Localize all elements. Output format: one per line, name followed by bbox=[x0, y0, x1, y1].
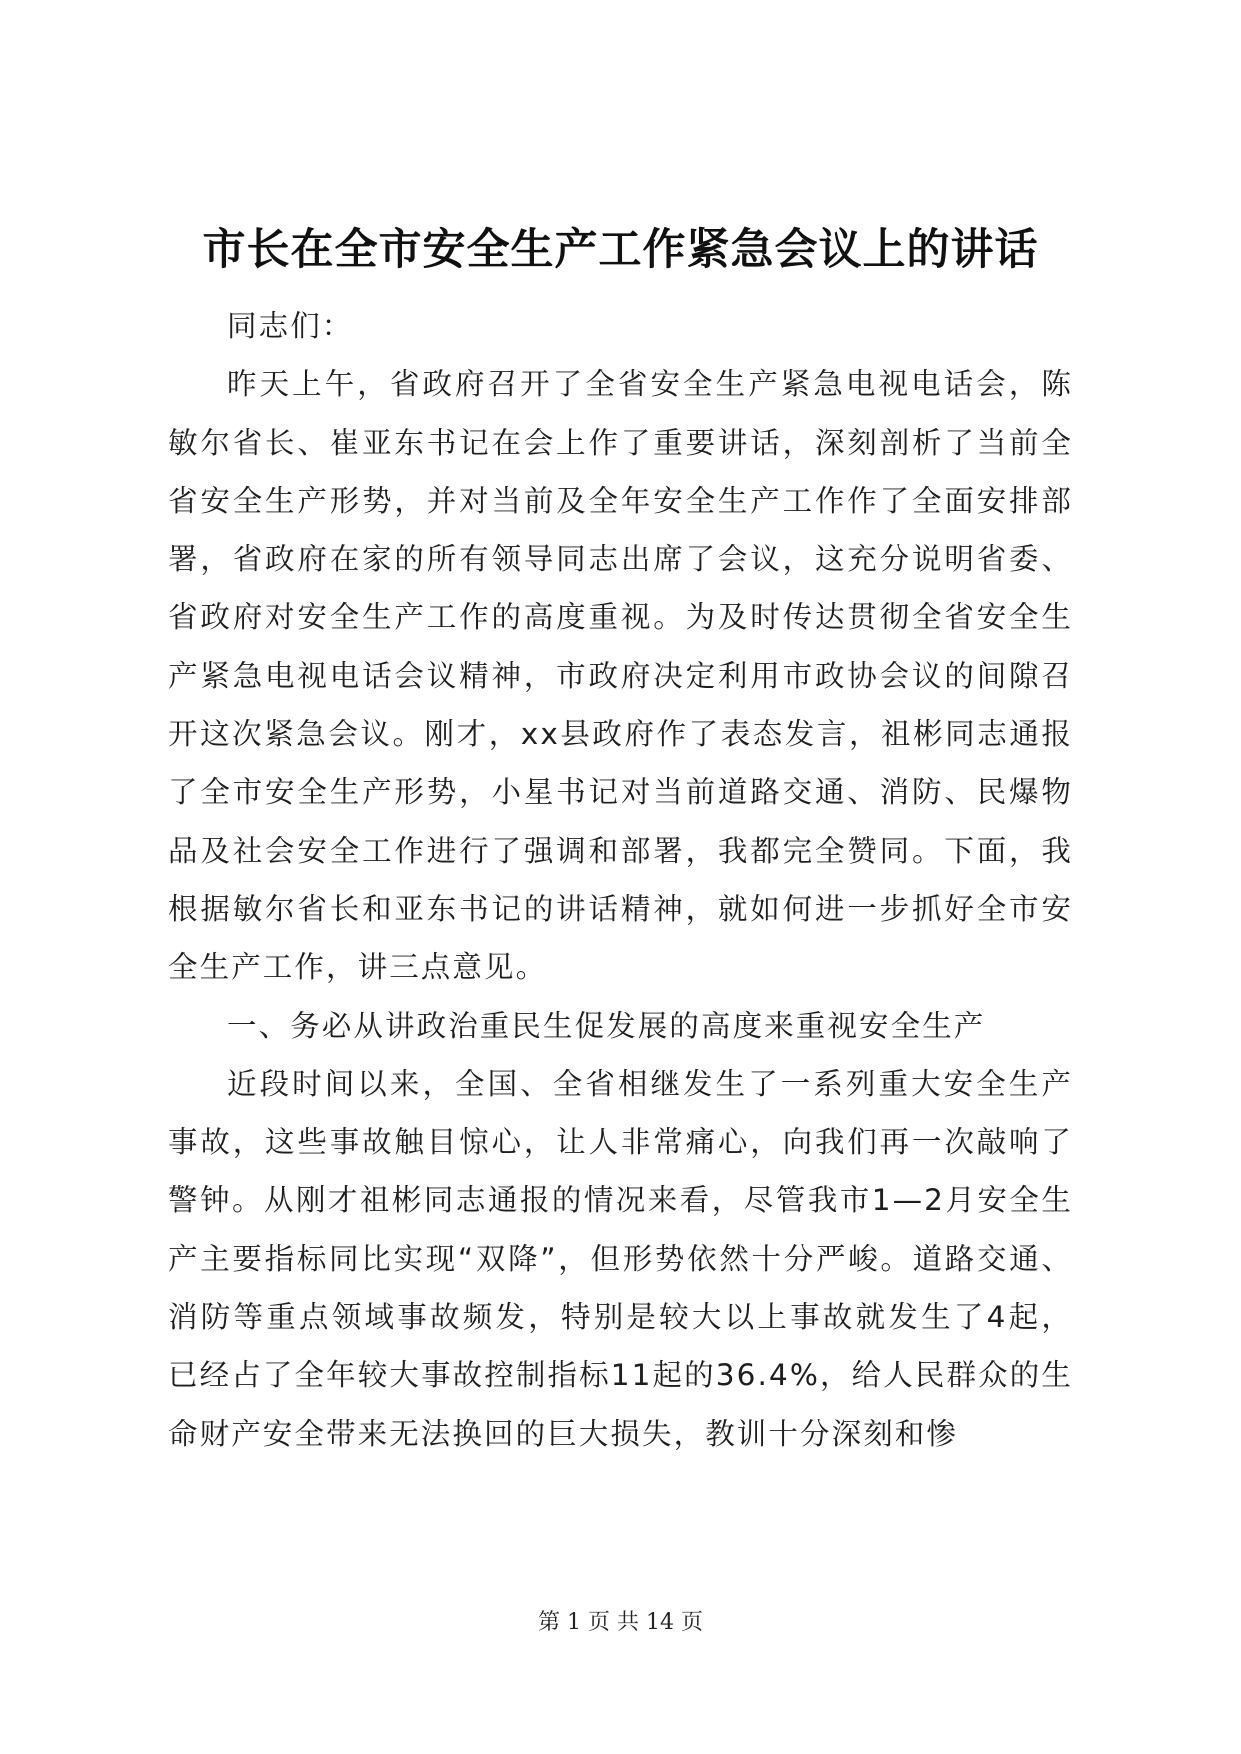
page-number-footer: 第 1 页 共 14 页 bbox=[538, 1610, 703, 1635]
section-heading: 一、务必从讲政治重民生促发展的高度来重视安全生产 bbox=[227, 1008, 986, 1043]
salutation-paragraph: 同志们： bbox=[227, 309, 354, 343]
intro-paragraph: 昨天上午，省政府召开了全省安全生产紧急电视电话会，陈敏尔省长、崔亚东书记在会上作了重要讲话，深刻剖析了当前全省安全生产形势，并对当前及全年安全生产工作作了全面安排部署，省政府在家的所有领导同志出席了会议，这充分说明省委、省政府对安全生产工作的高度重视。为及时传达贯彻全省安全生产紧急电视电话会议精神，市政府决定利用市政协会议的间隙召开这次紧急会议。刚才，xx县政府作了表态发言，祖彬同志通报了全市安全生产形势，小星书记对当前道路交通、消防、民爆物品及社会安全工作进行了强调和部署，我都完全赞同。下面，我根据敏尔省长和亚东书记的讲话精神，就如何进一步抓好全市安全生产工作，讲三点意见。 bbox=[168, 367, 1073, 985]
body-paragraph: 近段时间以来，全国、全省相继发生了一系列重大安全生产事故，这些事故触目惊心，让人非常痛心，向我们再一次敲响了警钟。从刚才祖彬同志通报的情况来看，尽管我市1—2月安全生产主要指标同比实现“双降”，但形势依然十分严峻。道路交通、消防等重点领域事故频发，特别是较大以上事故就发生了4起，已经占了全年较大事故控制指标11起的36.4%，给人民群众的生命财产安全带来无法换回的巨大损失，教训十分深刻和惨 bbox=[168, 1066, 1073, 1451]
document-title: 市长在全市安全生产工作紧急会议上的讲话 bbox=[202, 225, 1039, 275]
document-body bbox=[168, 297, 1073, 1463]
